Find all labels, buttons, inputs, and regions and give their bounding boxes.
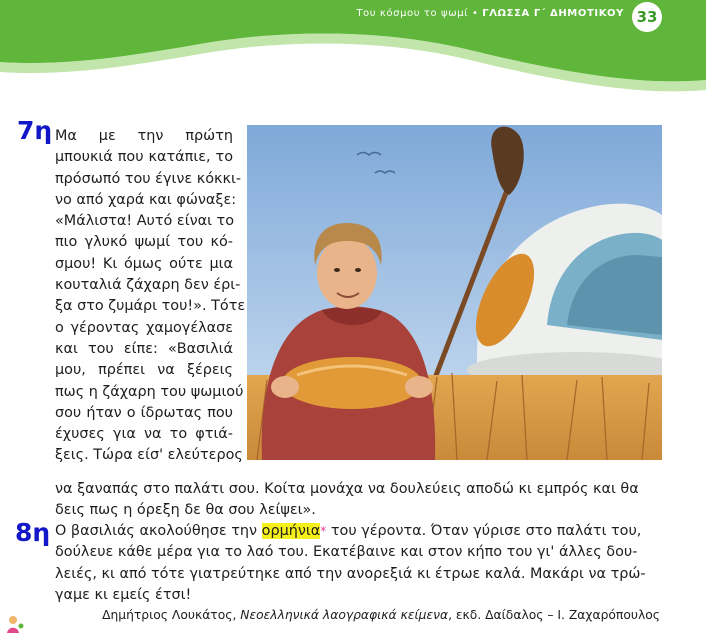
text-line: ο γέροντας χαμογέλασε: [55, 319, 233, 336]
page-number: 33: [632, 2, 662, 32]
text-line: πως η ζάχαρη του ψωμιού: [55, 383, 244, 400]
text-line: έχυσες για να το φτιά-: [55, 426, 233, 443]
book-title: ΓΛΩΣΣΑ Γ΄ ΔΗΜΟΤΙΚΟΥ: [482, 8, 624, 19]
text-line: μου, πρέπει να ξέρεις: [55, 362, 233, 379]
source-credit: Δημήτριος Λουκάτος, Νεοελληνικά λαογραφικά κείμενα, εκδ. Δαίδαλος – Ι. Ζαχαρόπουλος: [102, 608, 660, 622]
text-line: πρόσωπό του έγινε κόκκι-: [55, 170, 242, 187]
text-line: δούλευε κάθε μέρα για το λαό του. Εκατέβαινε και στον κήπο του γι' άλλες δου-: [55, 544, 638, 561]
text-line: σμου! Κι όμως ούτε μια: [55, 255, 233, 272]
text-line: Μα με την πρώτη: [55, 128, 233, 144]
text-line: γαμε κι εμείς έτσι!: [55, 586, 192, 603]
page-header: [0, 0, 706, 100]
text-line: πιο γλυκό ψωμί του κό-: [55, 234, 233, 251]
header-title: Του κόσμου το ψωμί • ΓΛΩΣΣΑ Γ΄ ΔΗΜΟΤΙΚΟΥ: [356, 8, 624, 19]
section-marker-8: 8η: [15, 518, 51, 547]
text-line: και του είπε: «Βασιλιά: [55, 340, 233, 357]
series-title: Του κόσμου το ψωμί: [356, 8, 469, 19]
text-line: ξεις. Τώρα είσ' ελεύτερος: [55, 447, 243, 464]
text-line: κουταλιά ζάχαρη δεν έρι-: [55, 277, 241, 294]
paragraph-8: [55, 521, 663, 606]
section-marker-7: 7η: [17, 116, 53, 145]
text-line: να ξαναπάς στο παλάτι σου. Κοίτα μονάχα να δουλεύεις αποδώ κι εμπρός και θα: [55, 481, 639, 497]
text-line: μπουκιά που κατάπιε, το: [55, 149, 233, 166]
footnote-asterisk: *: [320, 524, 327, 538]
text-line: «Μάλιστα! Αυτό είναι το: [55, 213, 235, 230]
illustration-baker-at-oven: [247, 125, 662, 460]
text-line: λειές, κι από τότε γιατρεύτηκε από την ανορεξιά κι έτρωε καλά. Μακάρι να τρώ-: [55, 565, 646, 582]
paragraph-7-narrow: [55, 126, 246, 467]
paragraph-7-wide: [55, 479, 663, 522]
text-line: νο από χαρά και φώναξε:: [55, 191, 237, 208]
decorative-figure-icon: [4, 614, 26, 634]
text-line: Ο βασιλιάς ακολούθησε την ορμήνια* του γέροντα. Όταν γύρισε στο παλάτι του,: [55, 523, 642, 539]
text-line: δεις πως η όρεξη δε θα σου λείψει».: [55, 502, 316, 519]
text-line: σου ήταν ο ίδρωτας που: [55, 404, 233, 421]
highlighted-word: ορμήνια: [261, 523, 321, 539]
text-line: ξα στο ζυμάρι του!». Τότε: [55, 298, 246, 315]
